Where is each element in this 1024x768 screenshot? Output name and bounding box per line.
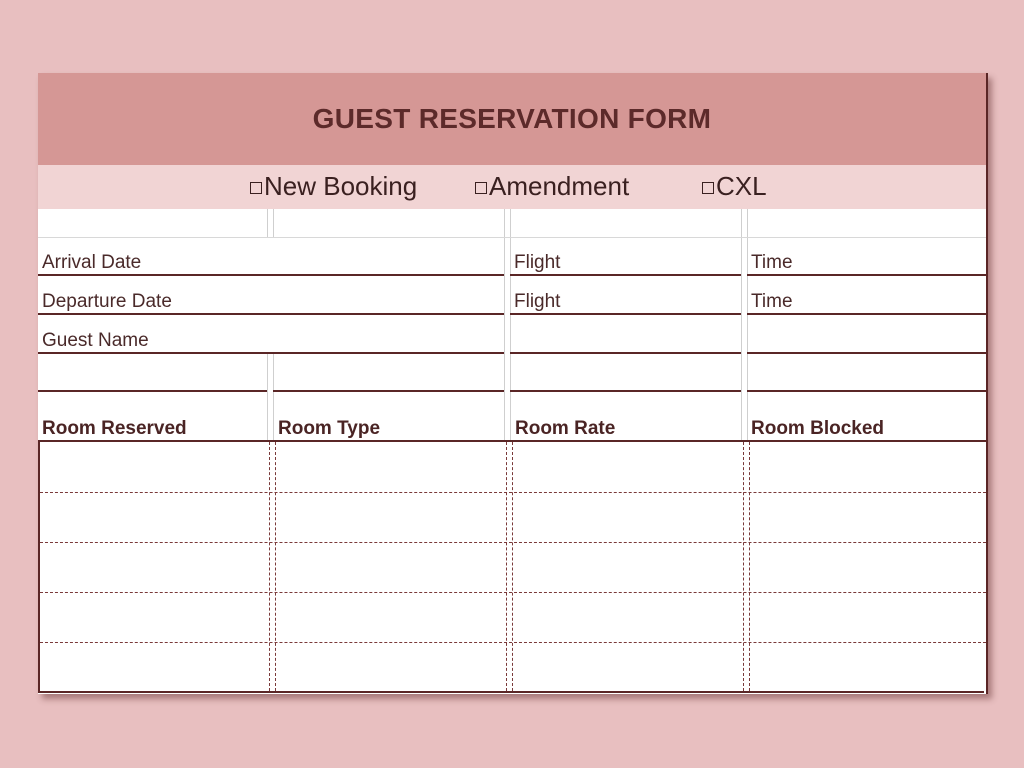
column-header-room-rate: Room Rate — [515, 418, 616, 439]
table-cell[interactable] — [513, 593, 743, 642]
table-cell[interactable] — [750, 643, 984, 691]
blank-field[interactable] — [510, 390, 741, 392]
form-title: GUEST RESERVATION FORM — [312, 103, 712, 134]
table-cell[interactable] — [750, 493, 984, 542]
departure-date-field[interactable] — [38, 313, 504, 315]
reservation-form-sheet — [38, 73, 988, 694]
time-label-1: Time — [751, 252, 793, 273]
option-amendment[interactable] — [475, 171, 629, 202]
departure-date-label: Departure Date — [42, 291, 172, 312]
time-field-2[interactable] — [747, 313, 986, 315]
grid-line — [267, 354, 268, 442]
table-cell[interactable] — [276, 543, 506, 592]
table-cell[interactable] — [750, 543, 984, 592]
column-header-room-blocked: Room Blocked — [751, 418, 885, 439]
table-cell[interactable] — [750, 442, 984, 492]
table-cell[interactable] — [40, 643, 269, 691]
title-band — [38, 73, 986, 165]
table-cell[interactable] — [276, 442, 506, 492]
table-cell[interactable] — [513, 493, 743, 542]
flight-label-2: Flight — [514, 291, 561, 312]
guest-name-extra-field-2[interactable] — [747, 352, 986, 354]
flight-field-1[interactable] — [510, 274, 741, 276]
checkbox-icon[interactable] — [702, 182, 714, 194]
option-amendment-label: Amendment — [489, 171, 630, 201]
guest-name-extra-field-1[interactable] — [510, 352, 741, 354]
grid-line — [273, 354, 274, 442]
checkbox-icon[interactable] — [475, 182, 487, 194]
option-cxl-label: CXL — [716, 171, 767, 201]
table-cell[interactable] — [40, 593, 269, 642]
grid-line — [510, 209, 511, 442]
table-cell[interactable] — [513, 442, 743, 492]
table-cell[interactable] — [40, 493, 269, 542]
column-header-room-type: Room Type — [278, 418, 381, 439]
time-label-2: Time — [751, 291, 793, 312]
grid-line — [273, 209, 274, 237]
blank-field[interactable] — [273, 390, 504, 392]
arrival-date-field[interactable] — [38, 274, 504, 276]
column-header-room-reserved: Room Reserved — [42, 418, 187, 439]
option-new-booking[interactable] — [250, 171, 417, 202]
grid-line — [269, 442, 270, 691]
grid-line — [741, 209, 742, 442]
guest-name-label: Guest Name — [42, 330, 149, 351]
flight-field-2[interactable] — [510, 313, 741, 315]
table-cell[interactable] — [513, 543, 743, 592]
table-cell[interactable] — [750, 593, 984, 642]
guest-name-field[interactable] — [38, 352, 504, 354]
grid-line — [267, 209, 268, 237]
table-cell[interactable] — [276, 593, 506, 642]
time-field-1[interactable] — [747, 274, 986, 276]
grid-line — [747, 209, 748, 442]
table-cell[interactable] — [513, 643, 743, 691]
table-cell[interactable] — [40, 543, 269, 592]
option-cxl[interactable] — [702, 171, 767, 202]
grid-line — [504, 209, 505, 442]
blank-field[interactable] — [747, 390, 986, 392]
room-table — [38, 442, 984, 693]
grid-line — [743, 442, 744, 691]
arrival-date-label: Arrival Date — [42, 252, 142, 273]
grid-line — [38, 237, 986, 238]
option-new-booking-label: New Booking — [264, 171, 418, 201]
options-band — [38, 165, 986, 209]
table-cell[interactable] — [276, 493, 506, 542]
table-cell[interactable] — [40, 442, 269, 492]
checkbox-icon[interactable] — [250, 182, 262, 194]
table-cell[interactable] — [276, 643, 506, 691]
flight-label-1: Flight — [514, 252, 561, 273]
grid-line — [506, 442, 507, 691]
blank-field[interactable] — [38, 390, 267, 392]
